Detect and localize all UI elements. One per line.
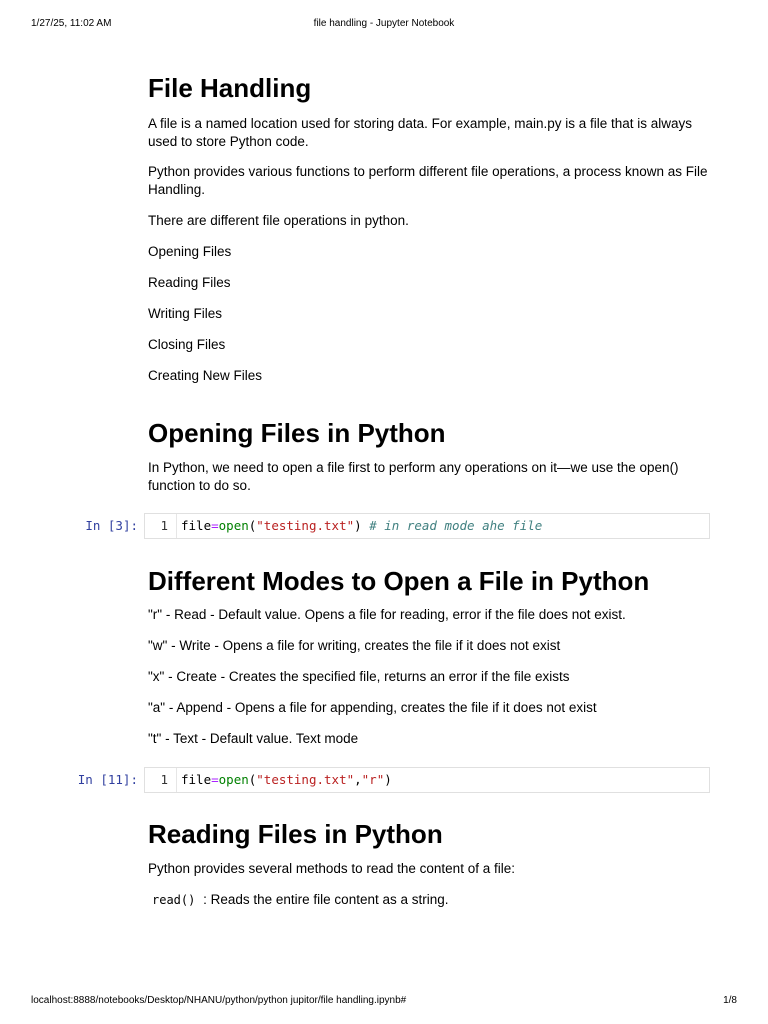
print-footer (0, 994, 768, 1008)
code-paren-close: ) (384, 772, 392, 787)
list-item-closing-files: Closing Files (148, 337, 226, 352)
code-operator: = (211, 772, 219, 787)
code-paren-open: ( (248, 518, 257, 533)
code-input-area[interactable] (144, 513, 710, 539)
mode-create: "x" - Create - Creates the specified file, returns an error if the file exists (148, 669, 570, 684)
line-number: 1 (145, 768, 177, 792)
mode-append: "a" - Append - Opens a file for appending, creates the file if it does not exist (148, 700, 597, 715)
print-url: localhost:8888/notebooks/Desktop/NHANU/python/python jupitor/file handling.ipynb# (31, 995, 407, 1006)
line-number: 1 (145, 514, 177, 538)
code-comment: # in read mode ahe file (369, 518, 543, 533)
print-title: file handling - Jupyter Notebook (313, 18, 455, 29)
paragraph-open-function: In Python, we need to open a file first to perform any operations on it—we use the open() function to do so. (148, 460, 679, 493)
cell-prompt: In [3]: (85, 518, 138, 533)
page-number: 1/8 (723, 995, 737, 1006)
paragraph-file-handling-intro: Python provides various functions to perform different file operations, a process known as File Handling. (148, 164, 708, 197)
list-item-creating-files: Creating New Files (148, 368, 263, 383)
heading-modes: Different Modes to Open a File in Python (148, 566, 650, 596)
code-builtin: open (218, 772, 249, 787)
code-operator: = (211, 518, 219, 533)
method-read-description (148, 891, 708, 909)
code-line[interactable] (181, 768, 392, 792)
heading-opening-files: Opening Files in Python (148, 418, 446, 448)
heading-reading-files: Reading Files in Python (148, 819, 443, 849)
mode-write: "w" - Write - Opens a file for writing, creates the file if it does not exist (148, 638, 561, 653)
mode-text: "t" - Text - Default value. Text mode (148, 731, 359, 746)
heading-file-handling: File Handling (148, 73, 312, 103)
code-builtin: open (218, 518, 249, 533)
mode-read: "r" - Read - Default value. Opens a file for reading, error if the file does not exist. (148, 607, 626, 622)
list-item-writing-files: Writing Files (148, 306, 223, 321)
code-cell-3[interactable] (60, 513, 710, 539)
code-comma: , (354, 772, 362, 787)
code-string: "testing.txt" (256, 518, 355, 533)
paragraph-read-methods: Python provides several methods to read the content of a file: (148, 861, 515, 876)
code-variable: file (181, 518, 212, 533)
print-date: 1/27/25, 11:02 AM (31, 18, 112, 29)
print-header (0, 17, 768, 31)
cell-prompt: In [11]: (77, 772, 138, 787)
code-paren-close: ) (354, 518, 362, 533)
code-input-area[interactable] (144, 767, 710, 793)
code-string: "r" (361, 772, 385, 787)
code-string: "testing.txt" (256, 772, 355, 787)
list-item-opening-files: Opening Files (148, 244, 232, 259)
code-cell-11[interactable] (60, 767, 710, 793)
method-read-text: : Reads the entire file content as a string. (199, 892, 449, 907)
code-line[interactable] (181, 514, 542, 538)
method-read-code: read() (152, 893, 196, 907)
code-paren-open: ( (248, 772, 257, 787)
list-item-reading-files: Reading Files (148, 275, 231, 290)
paragraph-file-definition: A file is a named location used for storing data. For example, main.py is a file that is always used to store Python code. (148, 116, 693, 149)
code-variable: file (181, 772, 212, 787)
paragraph-file-operations: There are different file operations in python. (148, 213, 409, 228)
